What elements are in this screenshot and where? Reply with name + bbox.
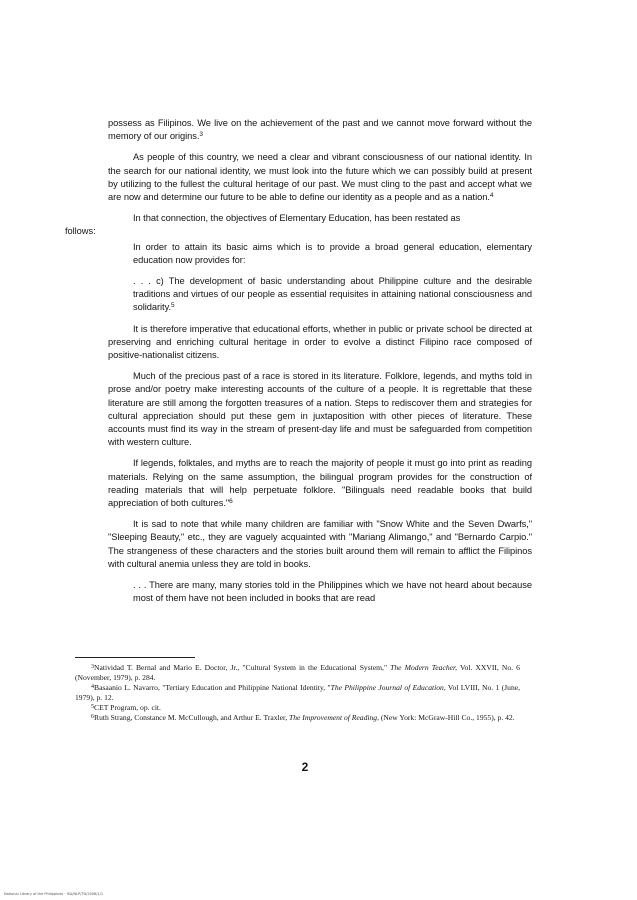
paragraph-6-text: If legends, folktales, and myths are to reach the majority of people it must go into print as reading materials. Relying on the same assumption, the bilingual program provides for the construction of reading materials that will help perpetuate folklore. "Bilinguals need readable books that build appreciation of both cultures." xyxy=(108,458,532,509)
paragraph-5: Much of the precious past of a race is stored in its literature. Folklore, legends, and myths told in prose and/or poetry make interesting accounts of the culture of a people. It is regrettable that these literature are still among the forgotten treasures of a nation. Steps to rediscover them and strategies for cultural appreciation should put these gem in juxtaposition with other pieces of literature. These accounts must find its way in the stream of present-day life and must be safeguarded from competition with western culture. xyxy=(108,371,532,448)
block-quote-1: In order to attain its basic aims which is to provide a broad general education, elementary education now provides for: xyxy=(133,241,532,265)
footnote-5 xyxy=(75,703,520,713)
paragraph-2-text: As people of this country, we need a clear and vibrant consciousness of our national identity. In the search for our national identity, we must look into the future which we can possibly build at present by utilizing to the fullest the cultural heritage of our past. We must cling to the past and accept what we are now and determine our future to be able to define our identity as a people and as a nation. xyxy=(108,152,532,203)
paragraph-4: It is therefore imperative that educational efforts, whether in public or private school be directed at preserving and enriching cultural heritage in order to evolve a distinct Filipino race composed of positive-nationalist citizens. xyxy=(108,323,532,361)
body-text xyxy=(65,117,532,614)
footnote-ref-6: 6 xyxy=(229,498,233,506)
footnote-number: 4 xyxy=(91,684,94,690)
footnote-ref-5: 5 xyxy=(171,302,175,310)
paragraph-3-follows: follows: xyxy=(65,226,96,237)
footnotes xyxy=(75,663,520,723)
page-number: 2 xyxy=(301,760,309,774)
footnote-ref-3: 3 xyxy=(199,131,203,139)
footnote-title: The Philippine Journal of Education, xyxy=(330,683,446,692)
footnote-number: 3 xyxy=(91,664,94,670)
footnote-text: Basaanio L. Navarro, "Tertiary Education and Philippine National Identity, " xyxy=(94,683,331,692)
footnote-6 xyxy=(75,713,520,723)
footnote-text: (New York: McGraw-Hill Co., 1955), p. 42. xyxy=(379,713,515,722)
paragraph-6 xyxy=(108,457,532,510)
footnote-title: The Improvement of Reading, xyxy=(289,713,379,722)
footnote-number: 6 xyxy=(91,714,94,720)
footnote-title: The Modern Teacher, xyxy=(390,663,458,672)
footnote-4 xyxy=(75,683,520,703)
paragraph-7: It is sad to note that while many children are familiar with "Snow White and the Seven Dwarfs," "Sleeping Beauty," etc., they are vaguely acquainted with "Mariang Alimango," and "Bernardo Carpio." The strangeness of these characters and the stories built around them will remain to afflict the Filipinos with cultural anemia unless they are told in books. xyxy=(108,519,532,569)
paragraph-2 xyxy=(108,151,532,204)
footnote-text: Ruth Strang, Constance M. McCullough, and Arthur E. Traxler, xyxy=(94,713,290,722)
footnote-ref-4: 4 xyxy=(489,192,494,200)
block-quote-2-text: . . . c) The development of basic understanding about Philippine culture and the desirable traditions and virtues of our people as essential requisites in attaining national consciousness and solidarity. xyxy=(133,276,532,313)
footnote-text: CET Program, op. cit. xyxy=(94,703,161,712)
footnote-3 xyxy=(75,663,520,683)
footnote-number: 5 xyxy=(91,704,94,710)
block-quote-3: . . . There are many, many stories told in the Philippines which we have not heard about because most of them have not been included in books that are read xyxy=(133,580,532,604)
paragraph-1 xyxy=(108,117,532,143)
footnote-divider xyxy=(75,657,195,658)
scan-footer: National Library of the Philippines · ISA/NLP/TD/2008/1/1 xyxy=(4,892,104,896)
footnote-text: Vol. XXVII, No. 6 (November, 1979), p. 284. xyxy=(75,663,520,682)
paragraph-1-text: possess as Filipinos. We live on the achievement of the past and we cannot move forward without the memory of our origins. xyxy=(108,118,532,142)
footnote-text: Natividad T. Bernal and Mario E. Doctor, Jr., "Cultural System in the Educational System," xyxy=(94,663,391,672)
paragraph-3: In that connection, the objectives of Elementary Education, has been restated as xyxy=(133,213,461,224)
footnote-text: Vol LVIII, No. 1 (June, 1979), p. 12. xyxy=(75,683,521,702)
block-quote-2 xyxy=(133,275,532,315)
